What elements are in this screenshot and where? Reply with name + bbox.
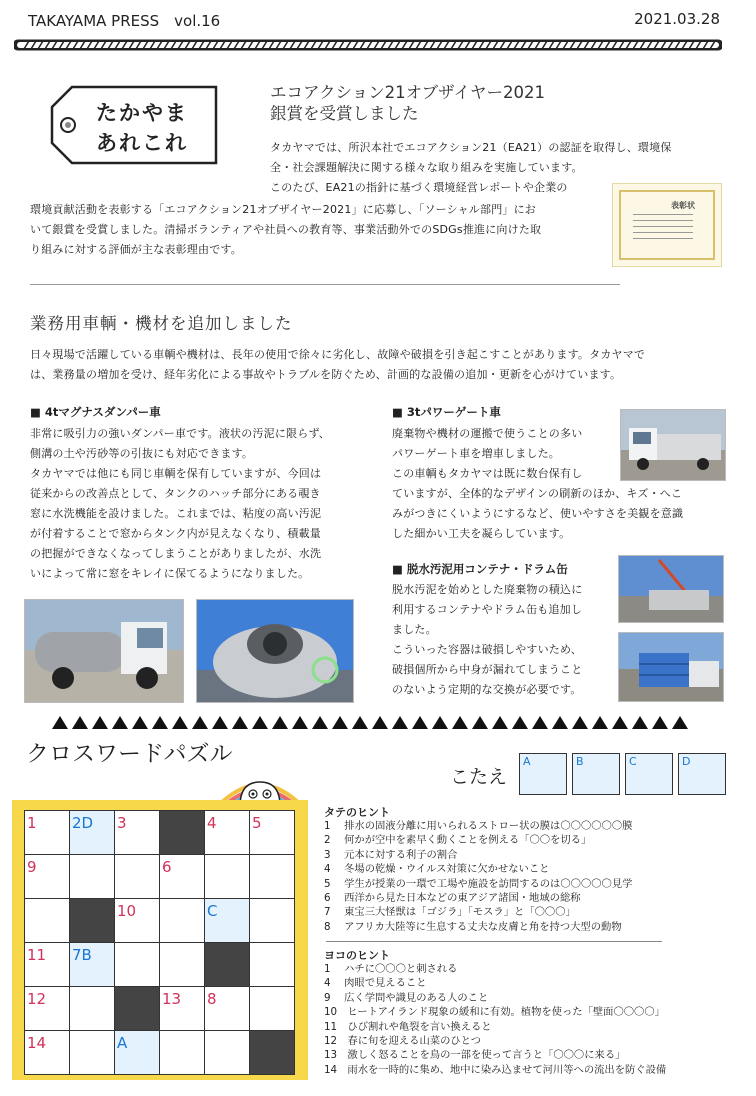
crossword-cell[interactable]: [250, 855, 295, 899]
container-heading: ■ 脱水汚泥用コンテナ・ドラム缶: [392, 562, 568, 576]
dumper-line: の把握ができなくなってしまうことがありましたが、水洗: [30, 547, 322, 560]
crossword-cell[interactable]: [250, 899, 295, 943]
crossword-cell[interactable]: [25, 1031, 70, 1075]
crossword-cell[interactable]: [250, 811, 295, 855]
container-photo: [618, 555, 724, 623]
yoko-hint: 13 激しく怒ることを鳥の一部を使って言うと「〇〇〇に来る」: [324, 1049, 626, 1062]
tag-line2: あれこれ: [96, 131, 188, 155]
crossword-black-cell: [115, 987, 160, 1031]
tate-hint: 4 冬場の乾燥・ウイルス対策に欠かせないこと: [324, 863, 550, 876]
crossword-row: [25, 811, 295, 855]
crossword-cell[interactable]: [160, 943, 205, 987]
answer-box-d[interactable]: [678, 753, 726, 795]
crossword-cell[interactable]: [115, 811, 160, 855]
newsletter-title: TAKAYAMA PRESS vol.16: [28, 12, 221, 30]
crossword-cell[interactable]: [25, 855, 70, 899]
dumper-line: 窓に水洗機能を設けました。これまでは、粘度の高い汚泥: [30, 507, 322, 520]
section-divider: [30, 284, 620, 285]
dumper-truck-text: [30, 424, 330, 584]
dumper-line: 非常に吸引力の強いダンパー車です。液状の汚泥に限らず、: [30, 427, 330, 440]
tate-hint: 3 元本に対する利子の割合: [324, 848, 458, 861]
power-gate-heading: ■ 3tパワーゲート車: [392, 405, 501, 419]
crossword-cell[interactable]: [205, 987, 250, 1031]
article1-title-line1: エコアクション21オブザイヤー2021: [270, 83, 546, 102]
article2-title: 業務用車輌・機材を追加しました: [30, 314, 293, 333]
tate-hints: [324, 819, 632, 934]
answer-box-letter: B: [576, 755, 584, 768]
cell-label: 4: [207, 814, 217, 832]
dumper-line: いによって常に窓をキレイに保てるようになりました。: [30, 567, 310, 580]
crossword-grid: [24, 810, 295, 1075]
crossword-cell[interactable]: [205, 811, 250, 855]
yoko-hints: [324, 962, 666, 1077]
container-line: 脱水汚泥を始めとした廃棄物の積込に: [392, 583, 583, 596]
tank-hatch-photo: [196, 599, 354, 703]
power-gate-line: みがつきにくいようにするなど、使いやすさを美観を意識: [392, 507, 684, 520]
yoko-hint: 12 春に旬を迎える山菜のひとつ: [324, 1035, 482, 1048]
container-line: ました。: [392, 623, 437, 636]
answer-box-c[interactable]: [625, 753, 673, 795]
tate-hints-title: タテのヒント: [324, 806, 390, 819]
crossword-cell[interactable]: [70, 987, 115, 1031]
crossword-black-cell: [250, 1031, 295, 1075]
power-gate-line: パワーゲート車を増車しました。: [392, 447, 560, 460]
dumper-truck-heading: ■ 4tマグナスダンパー車: [30, 405, 161, 419]
crossword-row: [25, 855, 295, 899]
cell-label: 8: [207, 990, 217, 1008]
crossword-black-cell: [205, 943, 250, 987]
cell-label: 9: [27, 858, 37, 876]
cell-label: 11: [27, 946, 47, 964]
cell-label: 13: [162, 990, 182, 1008]
cell-label: 14: [27, 1034, 47, 1052]
article2-intro2: は、業務量の増加を受け、経年劣化による事故やトラブルを防ぐため、計画的な設備の追加・更新を心がけています。: [30, 368, 622, 381]
cell-label: 3: [117, 814, 127, 832]
yoko-hint: 9 広く学問や識見のある人のこと: [324, 991, 489, 1004]
crossword-cell[interactable]: [115, 1031, 160, 1075]
tate-hint: 2 何かが空中を素早く動くことを例える「〇〇を切る」: [324, 834, 592, 847]
crossword-title: クロスワードパズル: [26, 741, 233, 767]
cell-label: 10: [117, 902, 137, 920]
tate-hint: 1 排水の固液分離に用いられるストロー状の膜は〇〇〇〇〇〇膜: [324, 820, 633, 832]
yoko-hints-title: ヨコのヒント: [324, 949, 390, 962]
drum-cans-photo: [618, 632, 724, 702]
container-line: 破損個所から中身が漏れてしまうこと: [392, 663, 583, 676]
answer-box-a[interactable]: [519, 753, 567, 795]
cell-label: 1: [27, 814, 37, 832]
tate-hint: 5 学生が授業の一環で工場や施設を訪問するのは〇〇〇〇〇見学: [324, 877, 633, 890]
tate-hint: 6 西洋から見た日本などの東アジア諸国・地域の総称: [324, 892, 581, 905]
yoko-hint: 4 肉眼で見えること: [324, 977, 427, 990]
answer-box-letter: C: [629, 755, 637, 768]
dumper-line: タカヤマでは他にも同じ車輌を保有していますが、今回は: [30, 467, 322, 480]
tate-hint: 8 アフリカ大陸等に生息する丈夫な皮膚と角を持つ大型の動物: [324, 920, 622, 933]
crossword-cell[interactable]: [250, 943, 295, 987]
dumper-line: が付着することで窓からタンク内が見えなくなり、積載量: [30, 527, 321, 540]
article1-p1: タカヤマでは、所沢本社でエコアクション21（EA21）の認証を取得し、環境保: [270, 141, 672, 154]
article1-p6: り組みに対する評価が主な表彰理由です。: [30, 243, 242, 256]
crossword-cell[interactable]: [160, 987, 205, 1031]
article1-p2: 全・社会課題解決に関する様々な取り組みを実施しています。: [270, 161, 583, 174]
tag-title: [96, 98, 188, 158]
article1-p3: このたび、EA21の指針に基づく環境経営レポートや企業の: [270, 181, 568, 194]
dumper-line: 側溝の土や汚砂等の引抜にも対応できます。: [30, 447, 254, 460]
certificate-label: 表彰状: [671, 201, 695, 210]
answer-label: こたえ: [450, 766, 508, 788]
crossword-cell[interactable]: [205, 1031, 250, 1075]
answer-box-letter: A: [523, 755, 531, 768]
crossword-cell[interactable]: [25, 987, 70, 1031]
answer-box-letter: D: [682, 755, 691, 768]
rope-divider: [14, 36, 722, 54]
crossword-cell[interactable]: [160, 855, 205, 899]
hint-divider: [326, 941, 662, 942]
cell-label: 7B: [72, 946, 92, 964]
crossword-cell[interactable]: [160, 899, 205, 943]
cell-label: A: [117, 1034, 128, 1052]
power-gate-text-wide: [392, 484, 683, 544]
issue-date: 2021.03.28: [634, 10, 720, 28]
power-gate-text-narrow: [392, 424, 582, 484]
article1-title: [270, 82, 545, 124]
crossword-black-cell: [160, 811, 205, 855]
crossword-row: [25, 987, 295, 1031]
tate-hint: 7 東宝三大怪獣は「ゴジラ」「モスラ」と「〇〇〇」: [324, 906, 576, 919]
crossword-cell[interactable]: [115, 855, 160, 899]
crossword-cell[interactable]: [25, 943, 70, 987]
triangle-divider: [50, 714, 690, 730]
crossword-cell[interactable]: [205, 855, 250, 899]
crossword-black-cell: [70, 899, 115, 943]
crossword-row: [25, 1031, 295, 1075]
power-gate-line: ていますが、全体的なデザインの刷新のほか、キズ・へこ: [392, 487, 683, 500]
article2-intro1: 日々現場で活躍している車輌や機材は、長年の使用で徐々に劣化し、故障や破損を引き起こすことがあります。タカヤマで: [30, 348, 646, 361]
power-gate-line: 廃棄物や機材の運搬で使うことの多い: [392, 427, 583, 440]
crossword-cell[interactable]: [70, 855, 115, 899]
crossword-cell[interactable]: [115, 943, 160, 987]
yoko-hint: 1 ハチに〇〇〇と刺される: [324, 963, 458, 975]
article1-p4: 環境貢献活動を表彰する「エコアクション21オブザイヤー2021」に応募し、「ソーシャル部門」にお: [30, 203, 536, 216]
power-gate-line: した細かい工夫を凝らしています。: [392, 527, 571, 540]
crossword-cell[interactable]: [160, 1031, 205, 1075]
cell-label: C: [207, 902, 218, 920]
crossword-cell[interactable]: [115, 899, 160, 943]
crossword-cell[interactable]: [70, 943, 115, 987]
crossword-cell[interactable]: [205, 899, 250, 943]
article1-p5: いて銀賞を受賞しました。清掃ボランティアや社員への教育等、事業活動外でのSDGs推進に向けた取: [30, 223, 542, 236]
cell-label: 12: [27, 990, 47, 1008]
cell-label: 2D: [72, 814, 94, 832]
crossword-cell[interactable]: [25, 811, 70, 855]
answer-box-b[interactable]: [572, 753, 620, 795]
crossword-cell[interactable]: [250, 987, 295, 1031]
dumper-line: 従来からの改善点として、タンクのハッチ部分にある覗き: [30, 487, 321, 500]
container-line: こういった容器は破損しやすいため、: [392, 643, 582, 656]
tag-line1: たかやま: [96, 101, 188, 125]
container-text: [392, 580, 582, 700]
power-gate-truck-photo: [620, 409, 726, 481]
crossword-row: [25, 899, 295, 943]
crossword-row: [25, 943, 295, 987]
crossword-cell[interactable]: [25, 899, 70, 943]
yoko-hint: 14 雨水を一時的に集め、地中に染み込ませて河川等への流出を防ぐ設備: [324, 1063, 667, 1076]
container-line: のないよう定期的な交換が必要です。: [392, 683, 582, 696]
article1-title-line2: 銀賞を受賞しました: [270, 104, 419, 123]
yoko-hint: 10 ヒートアイランド現象の緩和に有効。植物を使った「壁面〇〇〇〇」: [324, 1006, 665, 1019]
dumper-truck-photo: [24, 599, 184, 703]
power-gate-line: この車輌もタカヤマは既に数台保有し: [392, 467, 583, 480]
certificate-image: [612, 183, 722, 267]
crossword-cell[interactable]: [70, 1031, 115, 1075]
crossword-cell[interactable]: [70, 811, 115, 855]
yoko-hint: 11 ひび割れや亀裂を言い換えると: [324, 1020, 492, 1033]
container-line: 利用するコンテナやドラム缶も追加し: [392, 603, 583, 616]
cell-label: 6: [162, 858, 172, 876]
cell-label: 5: [252, 814, 262, 832]
